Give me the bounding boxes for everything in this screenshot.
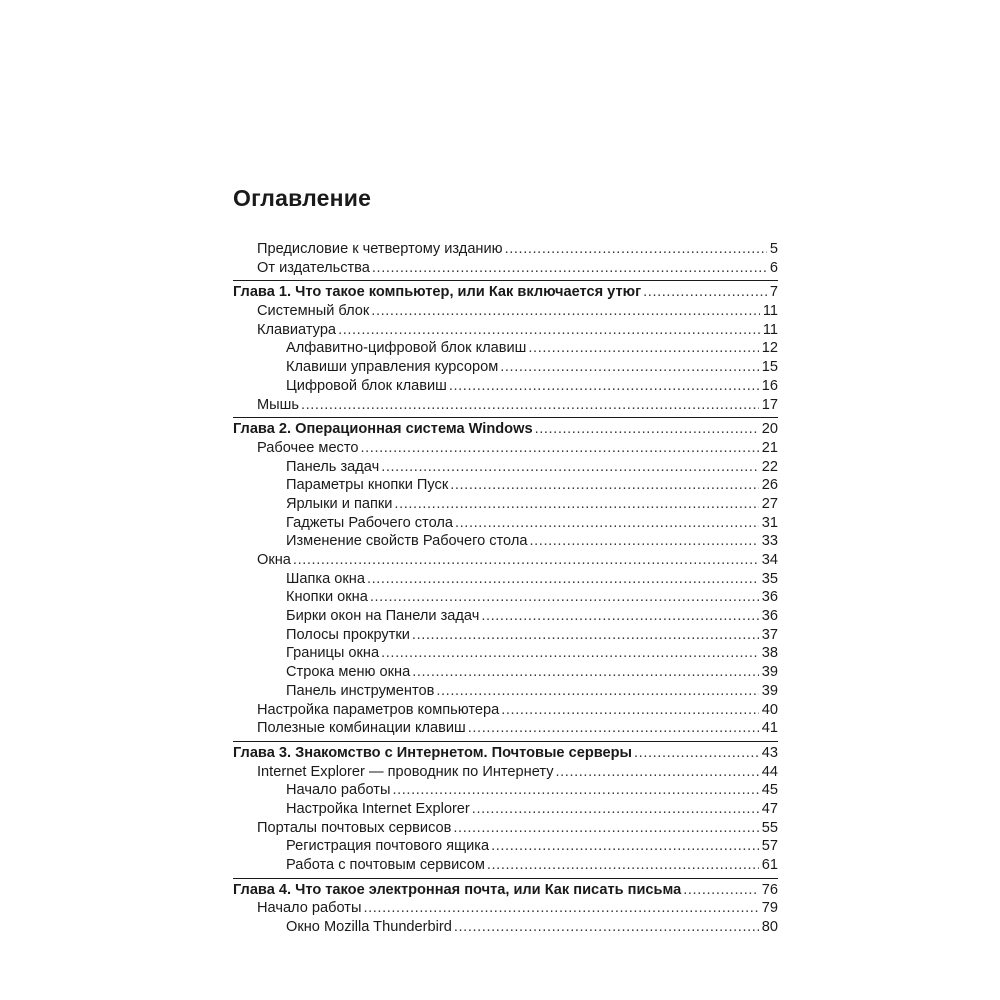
toc-entry-title: Алфавитно-цифровой блок клавиш bbox=[286, 340, 527, 357]
toc-page-number: 79 bbox=[761, 900, 778, 917]
dot-leader bbox=[683, 881, 759, 900]
toc-page-number: 31 bbox=[761, 514, 778, 531]
toc-subsection-entry[interactable] bbox=[233, 514, 778, 533]
toc-entry-title: Кнопки окна bbox=[286, 589, 368, 606]
toc-subsection-entry[interactable] bbox=[233, 607, 778, 626]
toc-page-number: 47 bbox=[761, 800, 778, 817]
toc-entry-title: От издательства bbox=[257, 259, 370, 276]
dot-leader bbox=[528, 339, 758, 358]
toc-chapter-entry[interactable] bbox=[233, 881, 778, 900]
toc-chapter-entry[interactable] bbox=[233, 420, 778, 439]
toc-subsection-entry[interactable] bbox=[233, 644, 778, 663]
toc-page-number: 6 bbox=[769, 259, 778, 276]
toc-subsection-entry[interactable] bbox=[233, 837, 778, 856]
toc-page-number: 43 bbox=[761, 744, 778, 761]
dot-leader bbox=[450, 476, 759, 495]
dot-leader bbox=[371, 302, 760, 321]
toc-page-number: 35 bbox=[761, 570, 778, 587]
toc-section-entry[interactable] bbox=[233, 396, 778, 415]
toc-entry-title: Регистрация почтового ящика bbox=[286, 838, 490, 855]
toc-page-number: 20 bbox=[761, 421, 778, 438]
toc-page-number: 5 bbox=[769, 241, 778, 257]
dot-leader bbox=[634, 744, 759, 763]
toc-page-number: 37 bbox=[761, 626, 778, 643]
dot-leader bbox=[487, 856, 759, 875]
dot-leader bbox=[367, 570, 759, 589]
toc-page-number: 36 bbox=[761, 608, 778, 625]
dot-leader bbox=[500, 358, 759, 377]
chapter-divider bbox=[233, 280, 778, 281]
toc-entry-title: Гаджеты Рабочего стола bbox=[286, 514, 453, 531]
toc-entry-title: Мышь bbox=[257, 396, 299, 413]
toc-section-entry[interactable] bbox=[233, 439, 778, 458]
toc-entry-title: Начало работы bbox=[257, 900, 362, 917]
dot-leader bbox=[301, 396, 759, 415]
toc-entry-title: Предисловие к четвертому изданию bbox=[257, 241, 503, 257]
dot-leader bbox=[449, 377, 759, 396]
toc-subsection-entry[interactable] bbox=[233, 358, 778, 377]
toc-subsection-entry[interactable] bbox=[233, 682, 778, 701]
toc-subsection-entry[interactable] bbox=[233, 800, 778, 819]
toc-section-entry[interactable] bbox=[233, 240, 778, 259]
chapter-divider bbox=[233, 878, 778, 879]
toc-chapter-entry[interactable] bbox=[233, 283, 778, 302]
toc-entry-title: Параметры кнопки Пуск bbox=[286, 477, 449, 494]
toc-page-number: 44 bbox=[761, 763, 778, 780]
dot-leader bbox=[505, 240, 767, 259]
dot-leader bbox=[338, 321, 760, 340]
toc-entry-title: Начало работы bbox=[286, 782, 391, 799]
toc-entry-title: Панель инструментов bbox=[286, 682, 435, 699]
dot-leader bbox=[491, 837, 759, 856]
toc-subsection-entry[interactable] bbox=[233, 339, 778, 358]
dot-leader bbox=[455, 514, 759, 533]
toc-entry-title: Строка меню окна bbox=[286, 664, 411, 681]
toc-entry-title: Ярлыки и папки bbox=[286, 495, 393, 512]
toc-entry-title: Панель задач bbox=[286, 458, 380, 475]
toc-page-number: 40 bbox=[761, 701, 778, 718]
toc-entry-title: Полезные комбинации клавиш bbox=[257, 720, 466, 737]
toc-entry-title: Глава 2. Операционная система Windows bbox=[233, 421, 533, 438]
toc-entry-title: Окно Mozilla Thunderbird bbox=[286, 919, 452, 936]
dot-leader bbox=[381, 644, 759, 663]
toc-entry-title: Глава 4. Что такое электронная почта, или Как писать письма bbox=[233, 881, 682, 898]
toc-subsection-entry[interactable] bbox=[233, 781, 778, 800]
toc-subsection-entry[interactable] bbox=[233, 377, 778, 396]
dot-leader bbox=[472, 800, 759, 819]
toc-entry-title: Клавиатура bbox=[257, 321, 337, 338]
dot-leader bbox=[481, 607, 758, 626]
toc-page-number: 80 bbox=[761, 919, 778, 936]
dot-leader bbox=[556, 763, 759, 782]
table-of-contents bbox=[233, 240, 778, 937]
toc-page-number: 26 bbox=[761, 477, 778, 494]
toc-subsection-entry[interactable] bbox=[233, 495, 778, 514]
toc-page-number: 22 bbox=[761, 458, 778, 475]
toc-section-entry[interactable] bbox=[233, 701, 778, 720]
toc-entry-title: Internet Explorer — проводник по Интернету bbox=[257, 763, 554, 780]
dot-leader bbox=[468, 719, 759, 738]
dot-leader bbox=[436, 682, 758, 701]
toc-subsection-entry[interactable] bbox=[233, 570, 778, 589]
toc-page-number: 16 bbox=[761, 377, 778, 394]
toc-entry-title: Бирки окон на Панели задач bbox=[286, 608, 480, 625]
toc-page-number: 76 bbox=[761, 881, 778, 898]
toc-subsection-entry[interactable] bbox=[233, 918, 778, 937]
dot-leader bbox=[370, 588, 759, 607]
dot-leader bbox=[530, 532, 759, 551]
toc-entry-title: Настройка Internet Explorer bbox=[286, 800, 470, 817]
toc-page-number: 17 bbox=[761, 396, 778, 413]
toc-page-number: 34 bbox=[761, 552, 778, 568]
toc-page-number: 39 bbox=[761, 682, 778, 699]
toc-subsection-entry[interactable] bbox=[233, 458, 778, 477]
toc-page-number: 57 bbox=[761, 838, 778, 855]
toc-section-entry[interactable] bbox=[233, 321, 778, 340]
toc-section-entry[interactable] bbox=[233, 819, 778, 838]
toc-entry-title: Настройка параметров компьютера bbox=[257, 701, 500, 718]
toc-page-number: 41 bbox=[761, 720, 778, 737]
toc-subsection-entry[interactable] bbox=[233, 476, 778, 495]
toc-entry-title: Границы окна bbox=[286, 645, 380, 662]
toc-page-number: 38 bbox=[761, 645, 778, 662]
toc-page-number: 12 bbox=[761, 340, 778, 357]
toc-subsection-entry[interactable] bbox=[233, 626, 778, 645]
chapter-divider bbox=[233, 417, 778, 418]
toc-entry-title: Глава 3. Знакомство с Интернетом. Почтовые серверы bbox=[233, 744, 633, 761]
toc-page-number: 33 bbox=[761, 533, 778, 550]
toc-section-entry[interactable] bbox=[233, 763, 778, 782]
toc-page-number: 11 bbox=[762, 303, 778, 320]
toc-entry-title: Цифровой блок клавиш bbox=[286, 377, 447, 394]
toc-entry-title: Шапка окна bbox=[286, 570, 365, 587]
toc-page-number: 11 bbox=[762, 321, 778, 338]
dot-leader bbox=[392, 781, 758, 800]
toc-entry-title: Глава 1. Что такое компьютер, или Как включается утюг bbox=[233, 284, 642, 301]
dot-leader bbox=[412, 663, 759, 682]
chapter-divider bbox=[233, 741, 778, 742]
toc-subsection-entry[interactable] bbox=[233, 856, 778, 875]
toc-entry-title: Клавиши управления курсором bbox=[286, 359, 499, 376]
toc-page-number: 45 bbox=[761, 782, 778, 799]
toc-section-entry[interactable] bbox=[233, 302, 778, 321]
dot-leader bbox=[535, 420, 759, 439]
toc-page-number: 61 bbox=[761, 857, 778, 873]
toc-subsection-entry[interactable] bbox=[233, 663, 778, 682]
toc-entry-title: Порталы почтовых сервисов bbox=[257, 819, 452, 836]
toc-subsection-entry[interactable] bbox=[233, 532, 778, 551]
toc-entry-title: Изменение свойств Рабочего стола bbox=[286, 533, 528, 550]
toc-page-number: 55 bbox=[761, 819, 778, 836]
dot-leader bbox=[501, 701, 759, 720]
toc-subsection-entry[interactable] bbox=[233, 588, 778, 607]
dot-leader bbox=[363, 899, 758, 918]
toc-page-number: 15 bbox=[761, 359, 778, 376]
toc-section-entry[interactable] bbox=[233, 259, 778, 278]
toc-page-number: 27 bbox=[761, 495, 778, 512]
toc-page-number: 7 bbox=[769, 284, 778, 301]
toc-page-number: 39 bbox=[761, 664, 778, 681]
toc-entry-title: Системный блок bbox=[257, 303, 370, 320]
dot-leader bbox=[372, 259, 767, 278]
toc-page-number: 36 bbox=[761, 589, 778, 606]
toc-entry-title: Окна bbox=[257, 552, 291, 568]
dot-leader bbox=[361, 439, 759, 458]
toc-entry-title: Полосы прокрутки bbox=[286, 626, 410, 643]
dot-leader bbox=[412, 626, 759, 645]
page-title: Оглавление bbox=[233, 185, 372, 211]
toc-section-entry[interactable] bbox=[233, 899, 778, 918]
dot-leader bbox=[293, 551, 759, 570]
toc-entry-title: Работа с почтовым сервисом bbox=[286, 857, 485, 873]
toc-page-number: 21 bbox=[761, 439, 778, 456]
toc-section-entry[interactable] bbox=[233, 719, 778, 738]
dot-leader bbox=[454, 918, 759, 937]
toc-entry-title: Рабочее место bbox=[257, 439, 359, 456]
toc-section-entry[interactable] bbox=[233, 551, 778, 570]
dot-leader bbox=[453, 819, 758, 838]
dot-leader bbox=[394, 495, 758, 514]
dot-leader bbox=[381, 458, 759, 477]
dot-leader bbox=[643, 283, 767, 302]
toc-chapter-entry[interactable] bbox=[233, 744, 778, 763]
